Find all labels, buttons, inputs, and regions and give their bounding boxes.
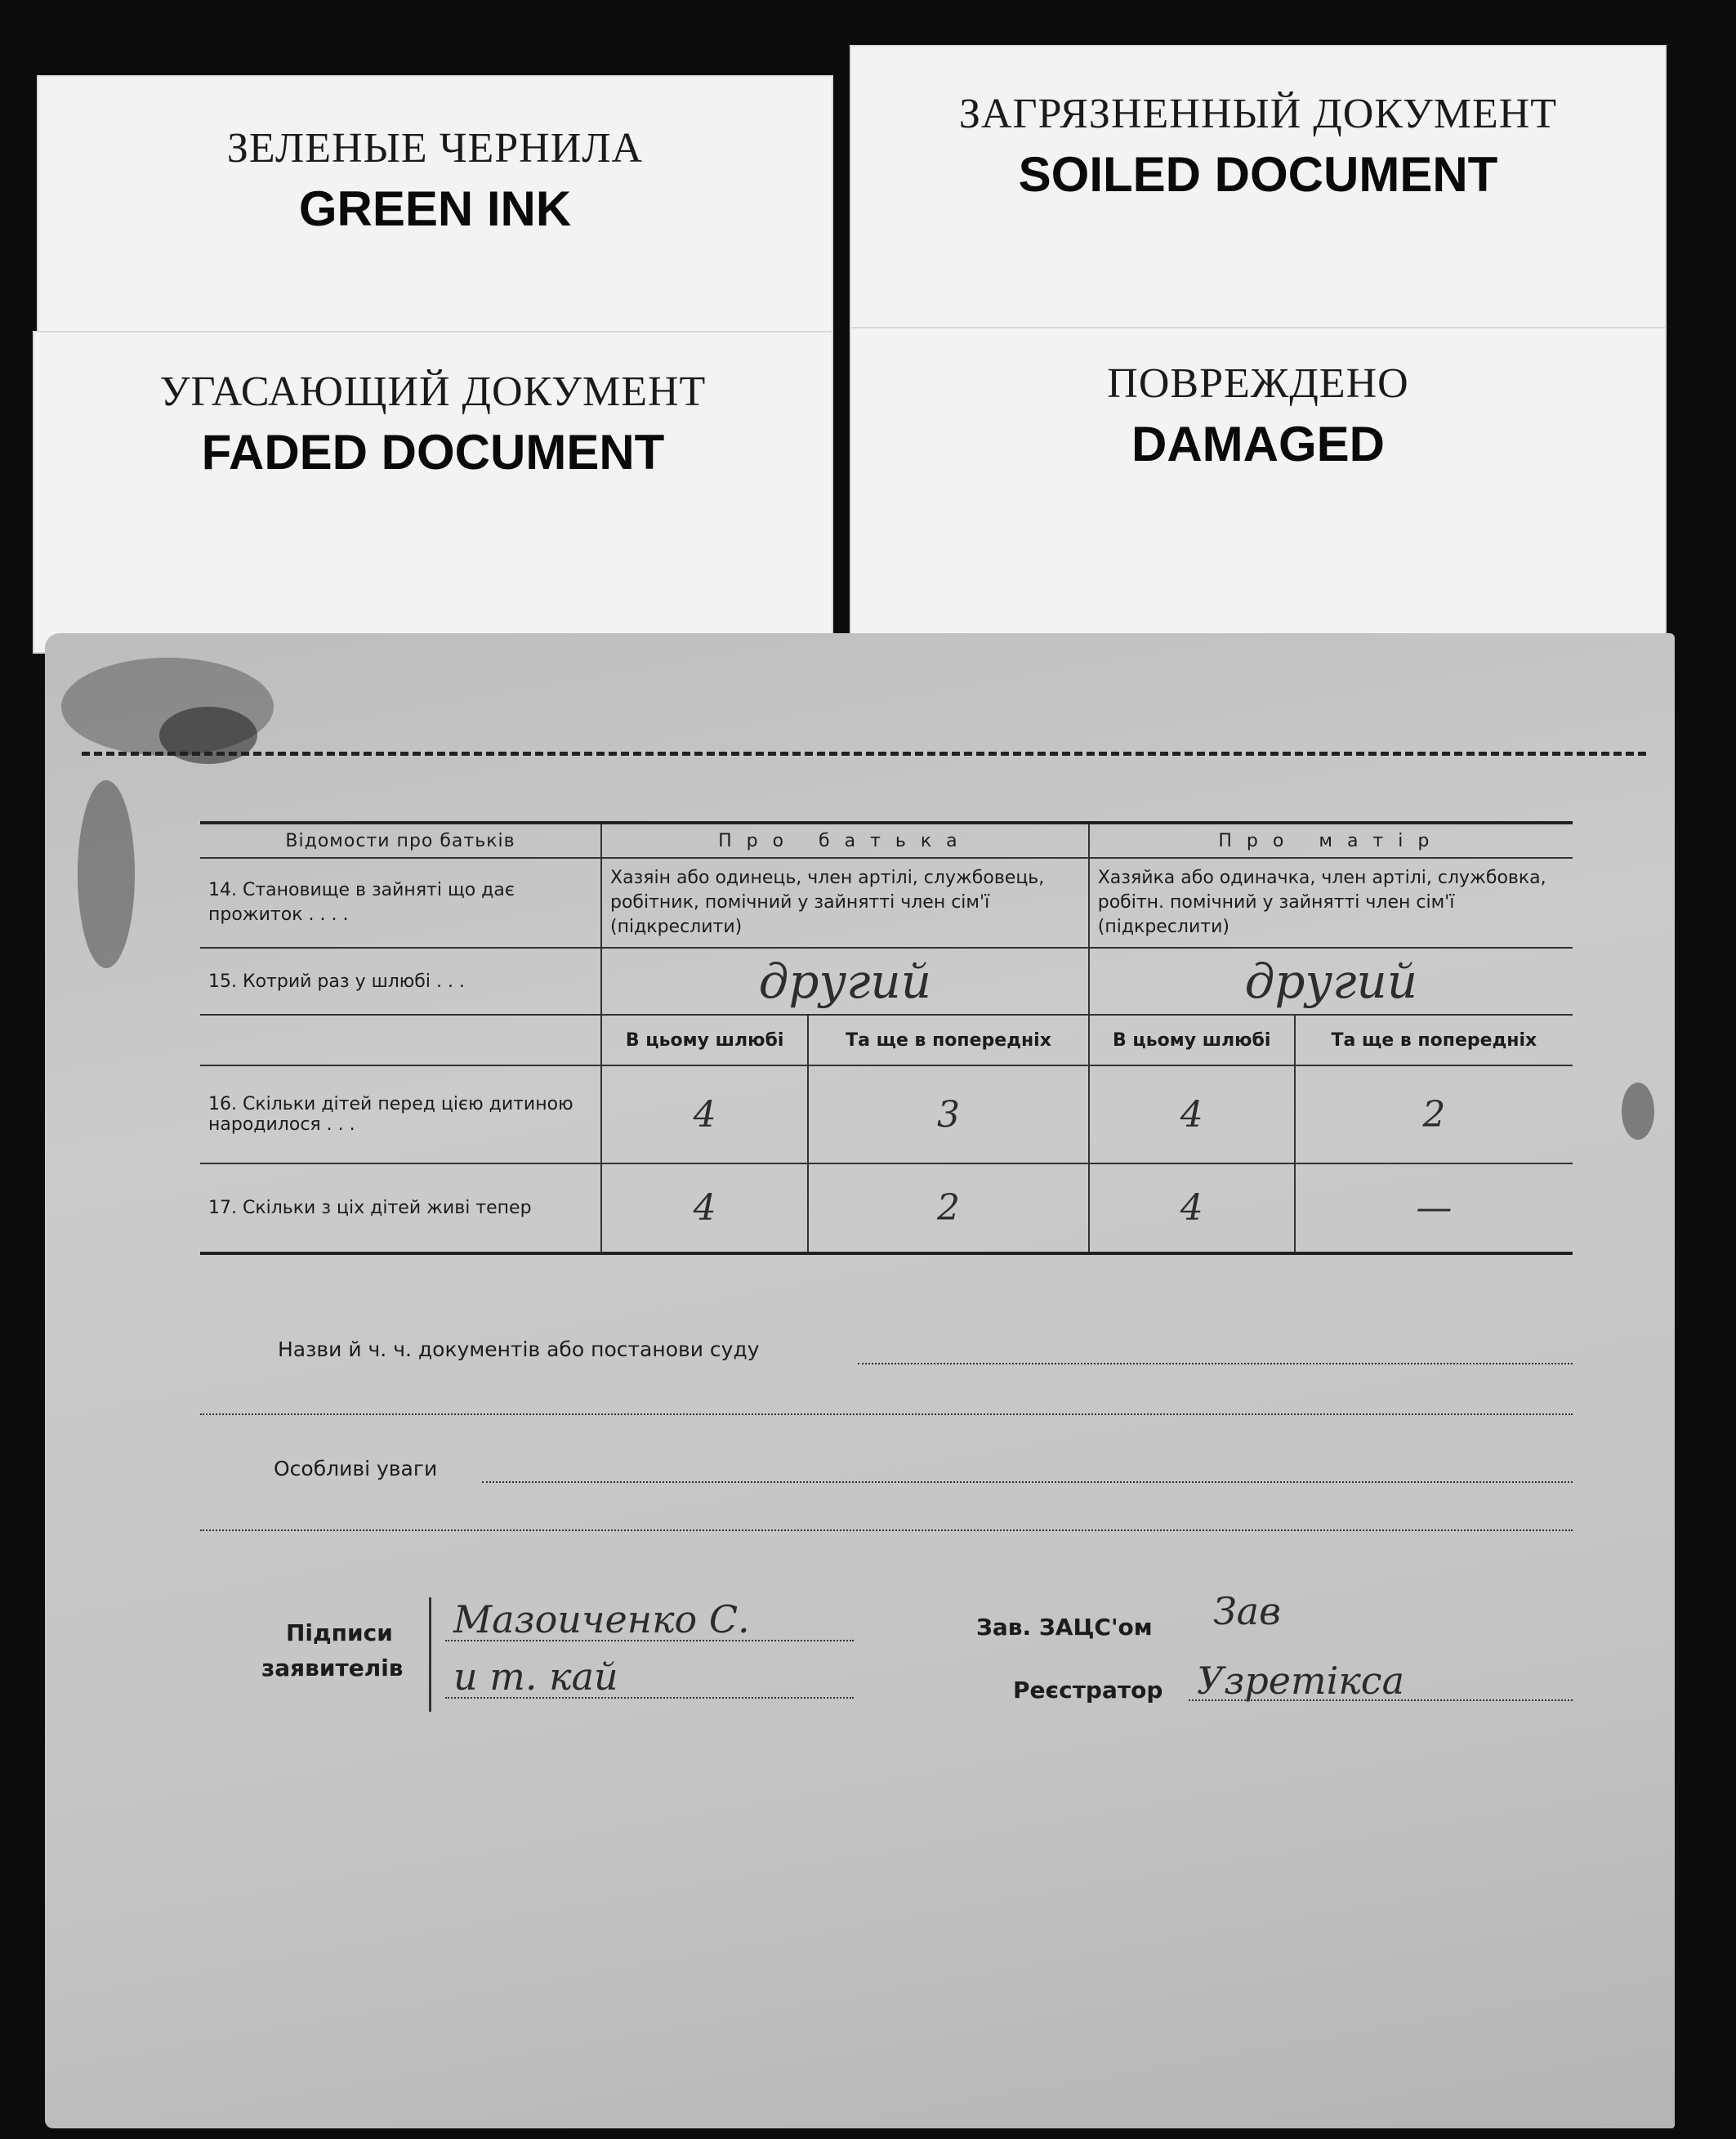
- row-14-mother: Хазяйка або одиначка, член артілі, службовка, робітн. помічний у зайнятті член сім'ї (підкреслити): [1089, 858, 1573, 948]
- subheader-this-marriage-mother: В цьому шлюбі: [1089, 1015, 1295, 1065]
- signature-line: [445, 1697, 854, 1699]
- dotted-line: [200, 1529, 1573, 1531]
- head-signature: Зав: [1213, 1589, 1281, 1633]
- label-card-damaged: [850, 327, 1667, 637]
- row-14-father: Хазяін або одинець, член артілі, службовець, робітник, помічний у зайнятті член сім'ї (підкреслити): [601, 858, 1089, 948]
- signature-line: [1189, 1699, 1573, 1701]
- table-row-16: [200, 1065, 1573, 1163]
- label-en-text: SOILED DOCUMENT: [1018, 147, 1498, 202]
- table-subheader-row: [200, 1015, 1573, 1065]
- row-16-value: 4: [693, 1093, 716, 1136]
- table-row-17: [200, 1163, 1573, 1253]
- row-15-father-handwriting: другий: [758, 953, 932, 1009]
- row-17-value: —: [1416, 1187, 1453, 1229]
- parents-info-table: [200, 821, 1573, 1255]
- signatures-label-line2: заявителів: [261, 1654, 404, 1681]
- row-16-value: 3: [937, 1093, 960, 1136]
- notes-label: Особливі уваги: [274, 1457, 438, 1480]
- dotted-line: [858, 1363, 1573, 1364]
- documents-label: Назви й ч. ч. документів або постанови суду: [278, 1337, 760, 1361]
- row-17-value: 2: [937, 1187, 960, 1229]
- tear-line: [82, 752, 1646, 756]
- dotted-line: [200, 1413, 1573, 1415]
- subheader-previous: Та ще в попередніх: [808, 1015, 1088, 1065]
- row-16-value: 4: [1180, 1093, 1203, 1136]
- label-ru-text: ЗАГРЯЗНЕННЫЙ ДОКУМЕНТ: [958, 91, 1558, 137]
- signatures-label-line1: Підписи: [286, 1619, 393, 1646]
- table-row-14: [200, 858, 1573, 948]
- subheader-previous-mother: Та ще в попередніх: [1295, 1015, 1573, 1065]
- label-en-text: GREEN INK: [298, 181, 572, 236]
- signature-brace: [429, 1597, 431, 1712]
- applicant-signature-1: Мазоиченко С.: [453, 1597, 750, 1641]
- row-17-value: 4: [693, 1187, 716, 1229]
- label-en-text: FADED DOCUMENT: [201, 425, 665, 480]
- label-card-soiled-document: [850, 45, 1667, 339]
- row-17-label: 17. Скільки з ціх дітей живі тепер: [200, 1163, 601, 1253]
- head-of-registry-label: Зав. ЗАЦС'ом: [976, 1614, 1153, 1641]
- label-card-green-ink: [37, 75, 833, 345]
- label-ru-text: УГАСАЮЩИЙ ДОКУМЕНТ: [159, 368, 707, 415]
- row-16-value: 2: [1422, 1093, 1446, 1136]
- row-14-label: 14. Становище в зайняті що дає прожиток . . . .: [200, 858, 601, 948]
- label-en-text: DAMAGED: [1131, 417, 1385, 471]
- table-header-row: [200, 823, 1573, 858]
- dotted-line: [482, 1481, 1573, 1483]
- row-15-mother-handwriting: другий: [1244, 953, 1418, 1009]
- row-17-value: 4: [1180, 1187, 1203, 1229]
- table-row-15: [200, 948, 1573, 1015]
- label-ru-text: ПОВРЕЖДЕНО: [1107, 360, 1409, 407]
- label-card-faded-document: [33, 331, 833, 654]
- header-father: Про батька: [601, 823, 1089, 858]
- subheader-this-marriage: В цьому шлюбі: [601, 1015, 808, 1065]
- archival-form-page: [45, 633, 1675, 2128]
- header-label: Відомости про батьків: [200, 823, 601, 858]
- row-15-label: 15. Котрий раз у шлюбі . . .: [200, 948, 601, 1015]
- header-mother: Про матір: [1089, 823, 1573, 858]
- registrar-label: Реєстратор: [1013, 1677, 1163, 1704]
- ink-stain: [78, 780, 135, 968]
- ink-stain: [1622, 1083, 1654, 1140]
- applicant-signature-2: и т. кай: [453, 1654, 618, 1699]
- signature-line: [445, 1640, 854, 1641]
- label-ru-text: ЗЕЛЕНЫЕ ЧЕРНИЛА: [226, 125, 644, 172]
- row-16-label: 16. Скільки дітей перед цією дитиною народилося . . .: [200, 1065, 601, 1163]
- registrar-signature: Узретікса: [1197, 1659, 1404, 1703]
